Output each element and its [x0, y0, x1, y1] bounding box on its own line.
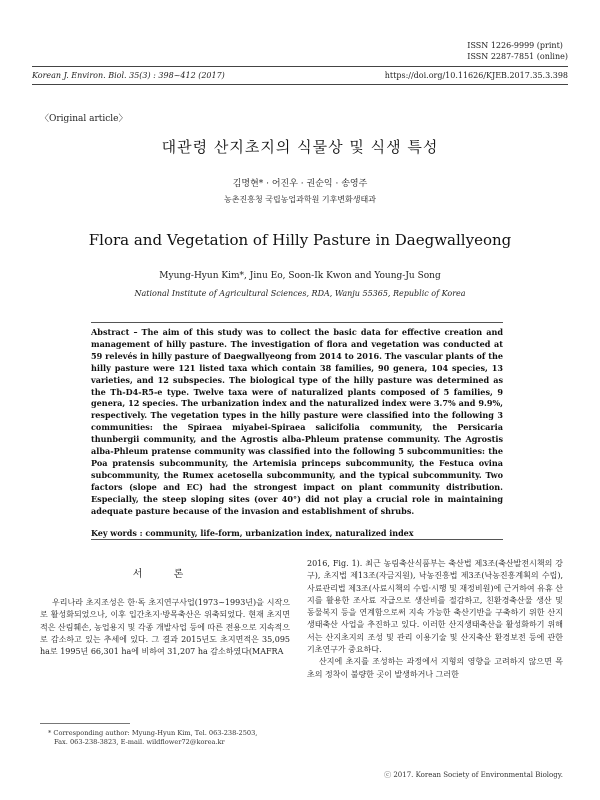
doi-link[interactable]: https://doi.org/10.11626/KJEB.2017.35.3.398	[384, 71, 568, 80]
authors-korean: 김명현* · 어진우 · 권순익 · 송영주	[232, 179, 368, 189]
footnote-line: Fax. 063-238-3823, E-mail. wildflower72@korea.kr	[54, 738, 225, 747]
abstract-box	[91, 322, 503, 540]
footnote	[48, 729, 298, 748]
body-column-right	[307, 558, 563, 681]
issn-print: ISSN 1226-9999 (print)	[467, 41, 563, 50]
journal-line	[32, 71, 568, 80]
section-heading-introduction: 서 론	[132, 569, 198, 580]
footnote-line: * Corresponding author: Myung-Hyun Kim, Tel. 063-238-2503,	[48, 729, 258, 737]
header-rule-top	[32, 66, 568, 67]
header-rule-bottom	[32, 84, 568, 85]
affiliation-korean: 농촌진흥청 국립농업과학원 기후변화생태과	[224, 195, 376, 204]
title-korean: 대관령 산지초지의 식물상 및 식생 특성	[161, 138, 439, 156]
article-type: 〈Original article〉	[40, 114, 128, 124]
affiliation-english: National Institute of Agricultural Sciences, RDA, Wanju 55365, Republic of Korea	[134, 289, 466, 298]
copyright: ⓒ 2017. Korean Society of Environmental Biology.	[384, 771, 563, 779]
issn-online: ISSN 2287-7851 (online)	[467, 52, 568, 61]
abstract-text: Abstract – The aim of this study was to collect the basic data for effective creation and management of hilly pasture. The investigation of flora and vegetation was conducted at 59 relevés in hilly pasture of Daegwallyeong from 2014 to 2016. The vascular plants of the hilly pasture were 121 listed taxa which contain 38 families, 90 genera, 104 species, 13 varieties, and 12 subspecies. The biological type of the hilly pasture was determined as the Th-D4-R5-e type. Twelve taxa were of naturalized plants composed of 5 families, 9 genera, 12 species. The urbanization index and the naturalized index were 3.7% and 9.9%, respectively. The vegetation types in the hilly pasture were classified into the following 3 communities: the Spiraea miyabei-Spiraea salicifolia community, the Persicaria thunbergii community, and the Agrostis alba-Phleum pratense community. The Agrostis alba-Phleum pratense community was classified into the following 5 subcommunities: the Poa pratensis subcommunity, the Artemisia princeps subcommunity, the Festuca ovina subcommunity, the Rumex acetosella subcommunity, and the typical subcommunity. Two factors (slope and EC) had the strongest impact on plant community distribution. Especially, the steep sloping sites (over 40°) did not play a crucial role in maintaining adequate pasture because of the invasion and establishment of shrubs.	[91, 327, 503, 516]
title-english: Flora and Vegetation of Hilly Pasture in Daegwallyeong	[88, 231, 512, 249]
body-column-left	[40, 597, 290, 658]
body-paragraph: 2016, Fig. 1). 최근 농림축산식품부는 축산법 제3조(축산발전시책의 강구), 초지법 제13조(자금지원), 낙농진흥법 제3조(낙농진흥계획의 수립), 사료관리법 제3조(사료시책의 수립·시행 및 재정비원)에 근거하여 유휴 산지를 활용한 조사료 자급으로 생산비를 절감하고, 친환경축산물 생산 및 동물복지 등을 연계함으로써 지속 가능한 축산기반을 구축하기 위한 산지생태축산 사업을 추진하고 있다. 이러한 산지생태축산을 활성화하기 위해서는 산지초지의 조성 및 관리 이용기술 및 산지축산 환경보전 등에 관한 기초연구가 중요하다.	[307, 559, 563, 655]
body-paragraph: 산지에 초지를 조성하는 과정에서 지형의 영향을 고려하지 않으면 목초의 정착이 불량한 곳이 발생하거나 그러한	[307, 657, 563, 679]
journal-citation: Korean J. Environ. Biol. 35(3) : 398~412 (2017)	[32, 71, 225, 80]
authors-english: Myung-Hyun Kim*, Jinu Eo, Soon-Ik Kwon and Young-Ju Song	[159, 271, 441, 281]
body-paragraph: 우리나라 초지조성은 한·독 초지연구사업(1973~1993년)을 시작으로 활성화되었으나, 이후 입간초지·방목축산은 위축되었다. 현재 초지면적은 산림훼손, 농업용지 및 각종 개발사업 등에 따른 전용으로 지속적으로 감소하고 있는 추세에 있다. 그 결과 2015년도 초지면적은 35,095 ha로 1995년 66,301 ha에 비하여 31,207 ha 감소하였다(MAFRA	[40, 598, 290, 657]
keywords: Key words : community, life-form, urbanization index, naturalized index	[91, 527, 414, 538]
footnote-rule	[40, 723, 130, 724]
issn-block	[467, 40, 568, 62]
